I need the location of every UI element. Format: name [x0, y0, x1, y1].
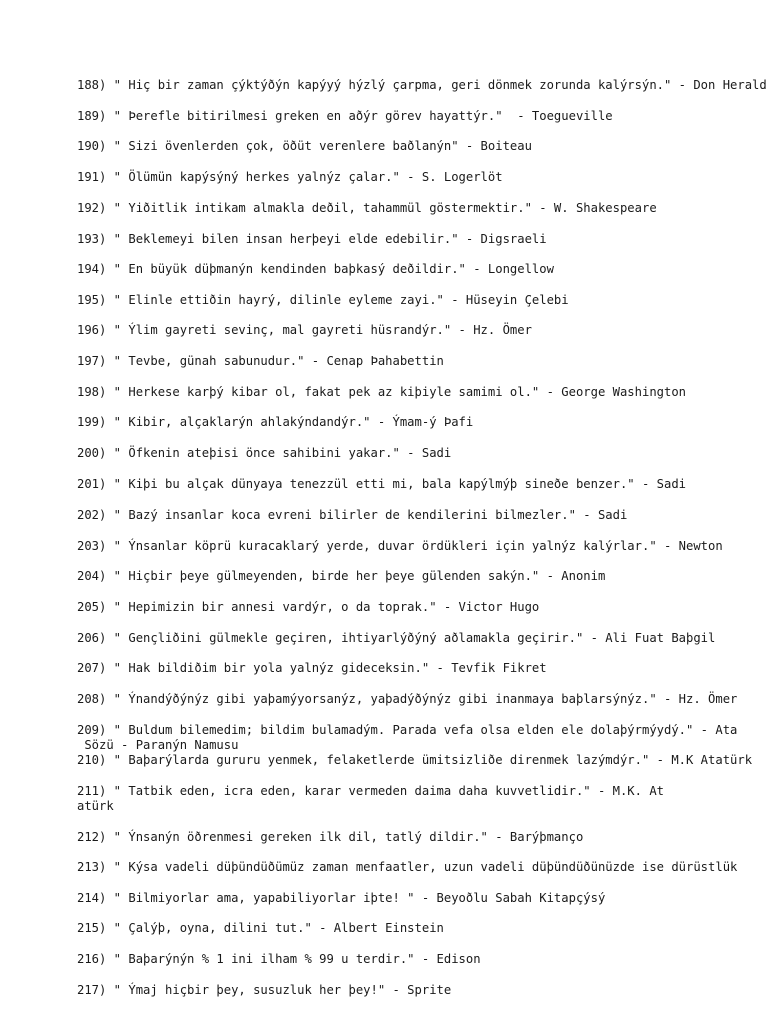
quote-line: 196) " Ýlim gayreti sevinç, mal gayreti hüsrandýr." - Hz. Ömer — [77, 323, 532, 337]
quote-line: 194) " En büyük düþmanýn kendinden baþkasý deðildir." - Longellow — [77, 262, 554, 276]
quote-line: 190) " Sizi övenlerden çok, öðüt verenlere baðlanýn" - Boiteau — [77, 139, 532, 153]
quote-line: 191) " Ölümün kapýsýný herkes yalnýz çalar." - S. Logerlöt — [77, 170, 503, 184]
quote-line: 217) " Ýmaj hiçbir þey, susuzluk her þey!" - Sprite — [77, 983, 452, 997]
quote-line: 195) " Elinle ettiðin hayrý, dilinle eyleme zayi." - Hüseyin Çelebi — [77, 293, 569, 307]
quote-line: 210) " Baþarýlarda gururu yenmek, felaketlerde ümitsizliðe direnmek lazýmdýr." - M.K Atatürk — [77, 753, 753, 767]
quote-line: 199) " Kibir, alçaklarýn ahlakýndandýr." - Ýmam-ý Þafi — [77, 415, 474, 429]
quote-line: 189) " Þerefle bitirilmesi greken en aðýr görev hayattýr." - Toegueville — [77, 109, 613, 123]
quote-line: 197) " Tevbe, günah sabunudur." - Cenap Þahabettin — [77, 354, 444, 368]
quote-line: atürk — [77, 799, 114, 813]
quote-line: 209) " Buldum bilemedim; bildim bulamadým. Parada vefa olsa elden ele dolaþýrmýydý." - Ata — [77, 723, 738, 737]
quote-line: 215) " Çalýþ, oyna, dilini tut." - Albert Einstein — [77, 921, 444, 935]
quote-line: 202) " Bazý insanlar koca evreni bilirler de kendilerini bilmezler." - Sadi — [77, 508, 628, 522]
quote-line: 207) " Hak bildiðim bir yola yalnýz gideceksin." - Tevfik Fikret — [77, 661, 547, 675]
quote-line: 206) " Gençliðini gülmekle geçiren, ihtiyarlýðýný aðlamakla geçirir." - Ali Fuat Baþgil — [77, 631, 716, 645]
quote-line: 201) " Kiþi bu alçak dünyaya tenezzül etti mi, bala kapýlmýþ sineðe benzer." - Sadi — [77, 477, 687, 491]
quote-line: 211) " Tatbik eden, icra eden, karar vermeden daima daha kuvvetlidir." - M.K. At — [77, 784, 664, 798]
quote-line: 192) " Yiðitlik intikam almakla deðil, tahammül göstermektir." - W. Shakespeare — [77, 201, 657, 215]
quote-line: 188) " Hiç bir zaman çýktýðýn kapýyý hýzlý çarpma, geri dönmek zorunda kalýrsýn." - Don Herald — [77, 78, 767, 92]
quote-line: 216) " Baþarýnýn % 1 ini ilham % 99 u terdir." - Edison — [77, 952, 481, 966]
quote-line: 198) " Herkese karþý kibar ol, fakat pek az kiþiyle samimi ol." - George Washington — [77, 385, 687, 399]
quote-line: 208) " Ýnandýðýnýz gibi yaþamýyorsanýz, yaþadýðýnýz gibi inanmaya baþlarsýnýz." - Hz. Ömer — [77, 692, 738, 706]
quote-line: 213) " Kýsa vadeli düþündüðümüz zaman menfaatler, uzun vadeli düþündüðünüzde ise dürüstlük — [77, 860, 738, 874]
quote-line: 203) " Ýnsanlar köprü kuracaklarý yerde, duvar ördükleri için yalnýz kalýrlar." - Newton — [77, 539, 723, 553]
quote-line: Sözü - Paranýn Namusu — [77, 738, 239, 752]
quote-line: 204) " Hiçbir þeye gülmeyenden, birde her þeye gülenden sakýn." - Anonim — [77, 569, 606, 583]
quote-line: 212) " Ýnsanýn öðrenmesi gereken ilk dil, tatlý dildir." - Barýþmanço — [77, 830, 584, 844]
quote-line: 200) " Öfkenin ateþisi önce sahibini yakar." - Sadi — [77, 446, 452, 460]
quote-line: 193) " Beklemeyi bilen insan herþeyi elde edebilir." - Digsraeli — [77, 232, 547, 246]
quote-line: 205) " Hepimizin bir annesi vardýr, o da toprak." - Victor Hugo — [77, 600, 540, 614]
quote-line: 214) " Bilmiyorlar ama, yapabiliyorlar iþte! " - Beyoðlu Sabah Kitapçýsý — [77, 891, 606, 905]
